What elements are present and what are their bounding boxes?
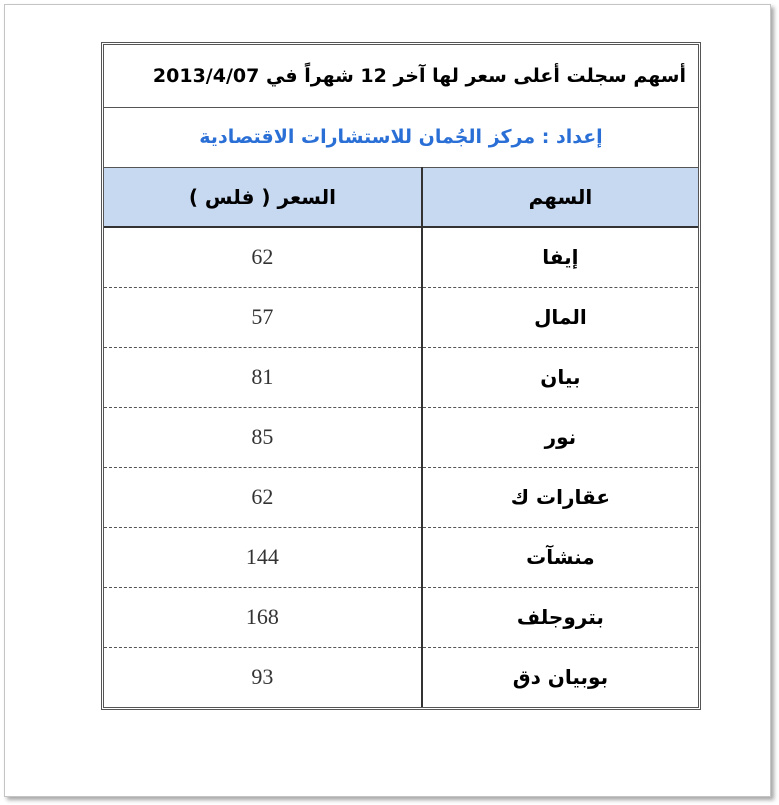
stock-name: بتروجلف	[422, 587, 698, 647]
table-row	[104, 407, 698, 467]
stock-price: 57	[104, 287, 422, 347]
stock-price: 85	[104, 407, 422, 467]
table-title-row	[104, 45, 698, 107]
stock-name: بوبيان دق	[422, 647, 698, 707]
stock-price: 93	[251, 664, 274, 690]
table-row	[104, 647, 698, 707]
table-row	[104, 467, 698, 527]
stock-price: 168	[104, 587, 422, 647]
stock-name: بيان	[422, 347, 698, 407]
table-row	[104, 287, 698, 347]
stocks-table-frame	[101, 42, 701, 710]
table-credit: إعداد : مركز الجُمان للاستشارات الاقتصادية	[104, 107, 698, 167]
stock-name: المال	[422, 287, 698, 347]
table-header-row	[104, 167, 698, 227]
stock-name: إيفا	[422, 227, 698, 287]
table-credit-row	[104, 107, 698, 167]
page-frame	[4, 4, 771, 797]
table-title: أسهم سجلت أعلى سعر لها آخر 12 شهراً في 2013/4/07	[104, 45, 698, 107]
table-row	[104, 347, 698, 407]
stocks-table	[104, 45, 698, 707]
stock-price: 62	[104, 227, 422, 287]
table-row	[104, 227, 698, 287]
stock-name: عقارات ك	[422, 467, 698, 527]
table-row	[104, 587, 698, 647]
header-price: السعر ( فلس )	[104, 167, 422, 227]
stock-price: 62	[104, 467, 422, 527]
stock-name: نور	[422, 407, 698, 467]
stock-price: 81	[104, 347, 422, 407]
header-stock: السهم	[422, 167, 698, 227]
table-row	[104, 527, 698, 587]
stock-name: منشآت	[422, 527, 698, 587]
stock-price: 144	[104, 527, 422, 587]
